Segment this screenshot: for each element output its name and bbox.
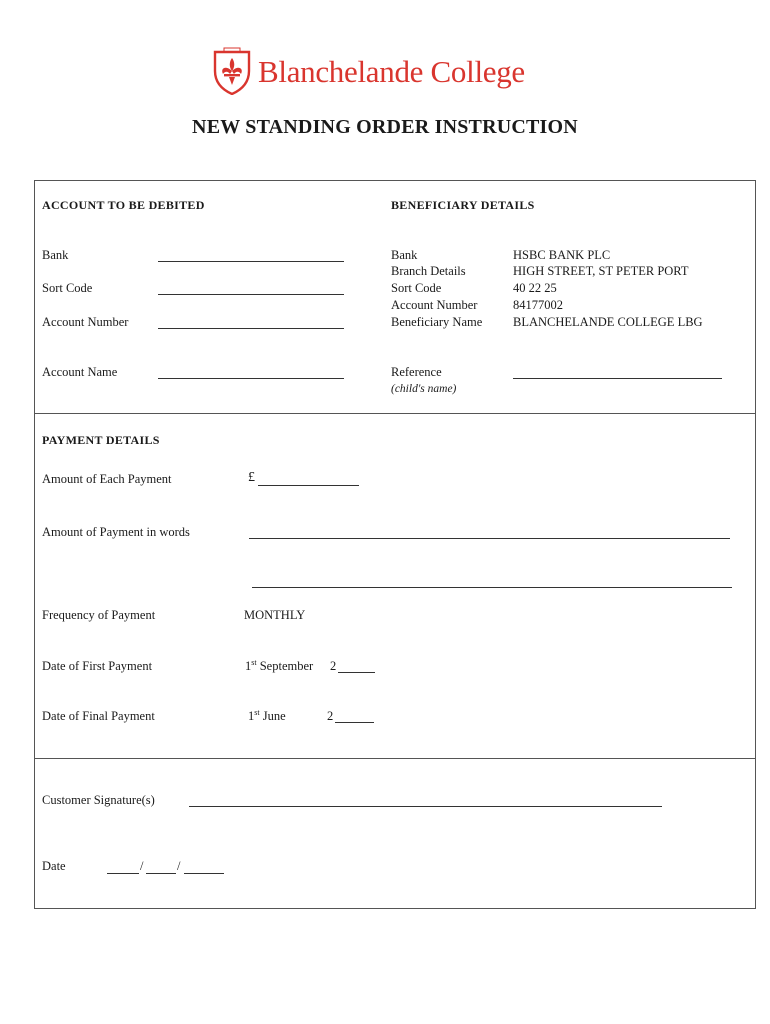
first-payment-suffix: st xyxy=(251,657,257,667)
college-logo xyxy=(212,47,525,95)
debit-bank-label: Bank xyxy=(42,248,69,262)
section-divider-signature xyxy=(34,758,756,759)
debit-bank-field[interactable] xyxy=(158,261,344,262)
currency-symbol: £ xyxy=(248,470,255,485)
beneficiary-sort-code-value: 40 22 25 xyxy=(513,281,557,295)
signature-label: Customer Signature(s) xyxy=(42,793,155,807)
reference-hint: (child's name) xyxy=(391,383,457,395)
date-year-field[interactable] xyxy=(184,873,224,874)
account-debited-heading: ACCOUNT TO BE DEBITED xyxy=(42,198,205,212)
first-payment-year-prefix: 2 xyxy=(330,659,337,673)
beneficiary-bank-label: Bank xyxy=(391,248,418,262)
date-day-field[interactable] xyxy=(107,873,139,874)
final-payment-day: 1 xyxy=(248,709,255,723)
date-separator-1: / xyxy=(140,859,144,873)
date-label: Date xyxy=(42,859,66,873)
first-payment-month: September xyxy=(259,659,314,673)
debit-account-name-label: Account Name xyxy=(42,365,118,379)
date-month-field[interactable] xyxy=(146,873,176,874)
amount-field[interactable] xyxy=(258,485,359,486)
college-name: Blanchelande College xyxy=(258,53,525,89)
amount-label: Amount of Each Payment xyxy=(42,472,172,486)
section-divider-payment xyxy=(34,413,756,414)
amount-words-field-2[interactable] xyxy=(252,587,732,588)
final-payment-date xyxy=(248,709,286,724)
beneficiary-sort-code-label: Sort Code xyxy=(391,281,442,295)
frequency-value: MONTHLY xyxy=(244,608,306,622)
first-payment-year-field[interactable] xyxy=(338,672,375,673)
beneficiary-account-number-label: Account Number xyxy=(391,298,478,312)
beneficiary-name-label: Beneficiary Name xyxy=(391,315,483,329)
beneficiary-bank-value: HSBC BANK PLC xyxy=(513,248,611,262)
debit-account-number-field[interactable] xyxy=(158,328,344,329)
amount-words-field-1[interactable] xyxy=(249,538,730,539)
final-payment-year-field[interactable] xyxy=(335,722,374,723)
date-separator-2: / xyxy=(177,859,181,873)
first-payment-date xyxy=(245,659,313,674)
beneficiary-branch-label: Branch Details xyxy=(391,264,466,278)
debit-account-name-field[interactable] xyxy=(158,378,344,379)
payment-heading: PAYMENT DETAILS xyxy=(42,433,160,447)
amount-words-label: Amount of Payment in words xyxy=(42,525,190,539)
final-payment-month: June xyxy=(262,709,286,723)
crest-icon xyxy=(212,47,252,95)
beneficiary-name-value: BLANCHELANDE COLLEGE LBG xyxy=(513,315,703,329)
final-payment-suffix: st xyxy=(254,707,260,717)
final-payment-year-prefix: 2 xyxy=(327,709,334,723)
frequency-label: Frequency of Payment xyxy=(42,608,156,622)
first-payment-label: Date of First Payment xyxy=(42,659,153,673)
reference-field[interactable] xyxy=(513,378,722,379)
final-payment-label: Date of Final Payment xyxy=(42,709,155,723)
beneficiary-branch-value: HIGH STREET, ST PETER PORT xyxy=(513,264,689,278)
reference-label: Reference xyxy=(391,365,442,379)
debit-sort-code-field[interactable] xyxy=(158,294,344,295)
first-payment-day: 1 xyxy=(245,659,252,673)
beneficiary-account-number-value: 84177002 xyxy=(513,298,563,312)
debit-account-number-label: Account Number xyxy=(42,315,129,329)
signature-field[interactable] xyxy=(189,806,662,807)
form-title: NEW STANDING ORDER INSTRUCTION xyxy=(192,116,578,138)
beneficiary-heading: BENEFICIARY DETAILS xyxy=(391,198,535,212)
debit-sort-code-label: Sort Code xyxy=(42,281,93,295)
